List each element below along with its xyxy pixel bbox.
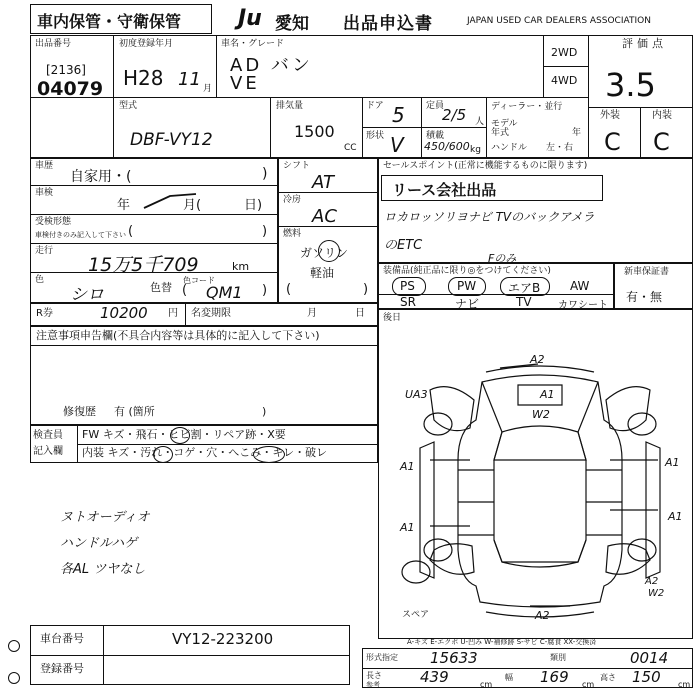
inspection-strike bbox=[140, 190, 200, 212]
mark-top: A2 bbox=[530, 353, 545, 366]
mark-rear-1: A2 bbox=[645, 576, 659, 587]
color-label: 色 bbox=[35, 275, 45, 285]
score-value: 3.5 bbox=[605, 66, 656, 104]
type-label: 型式 bbox=[119, 101, 138, 111]
acceptance-close: ) bbox=[262, 224, 268, 239]
model-year-label: モデル bbox=[491, 119, 518, 129]
color-code-open: ( bbox=[182, 283, 188, 298]
chassis-label: 車台番号 bbox=[40, 632, 84, 645]
ext-label: 外装 bbox=[600, 110, 620, 121]
year-label: 年式 bbox=[491, 128, 510, 138]
int-label: 内装 bbox=[652, 110, 672, 121]
fuel-gasoline[interactable]: ガソリン bbox=[300, 246, 349, 260]
equip-pw-circle bbox=[448, 277, 486, 296]
inspector-circle-1 bbox=[170, 427, 190, 444]
later-label: 後日 bbox=[383, 313, 402, 323]
fuel-diesel[interactable]: 軽油 bbox=[310, 266, 335, 280]
inspector-circle-2 bbox=[153, 446, 173, 463]
repair-close: ) bbox=[262, 405, 267, 418]
mark-left-2: A1 bbox=[400, 521, 415, 534]
usage-close: ) bbox=[262, 166, 268, 182]
sales-label: セールスポイント(正常に機能するものに限ります) bbox=[383, 161, 588, 171]
recycle-label: R券 bbox=[36, 308, 53, 319]
equip-tv[interactable]: TV bbox=[516, 295, 532, 309]
form-title: 出品申込書 bbox=[343, 14, 433, 34]
color-code: QM1 bbox=[206, 283, 243, 302]
spec-cat-no: 0014 bbox=[630, 649, 669, 667]
spare-label: スペア bbox=[402, 610, 430, 620]
association-en: JAPAN USED CAR DEALERS ASSOCIATION bbox=[467, 16, 651, 26]
acceptance-open: ( bbox=[128, 224, 134, 239]
type-value: DBF-VY12 bbox=[130, 130, 213, 150]
equip-navi[interactable]: ナビ bbox=[455, 297, 480, 311]
year-unit: 年 bbox=[572, 128, 582, 138]
notes-label: 注意事項申告欄(不具合内容等は具体的に記入して下さい) bbox=[36, 329, 320, 342]
lot-number: 04079 bbox=[37, 78, 104, 100]
inspector-label-2: 記入欄 bbox=[33, 446, 63, 457]
model-grade: VE bbox=[230, 73, 260, 94]
drive-2wd[interactable]: 2WD bbox=[551, 46, 578, 59]
equipment-label: 装備品(純正品に限り◎をつけてください) bbox=[383, 266, 551, 276]
spec-model-label: 形式指定 bbox=[366, 653, 398, 662]
registration-label: 登録番号 bbox=[40, 662, 84, 675]
equip-airbag-circle bbox=[500, 277, 550, 296]
disp-unit: CC bbox=[344, 143, 357, 153]
shape-value: V bbox=[390, 133, 404, 157]
cap-value: 2/5 bbox=[442, 106, 467, 124]
spec-h-unit: cm bbox=[678, 680, 691, 689]
inspector-circle-3 bbox=[253, 446, 285, 463]
equip-airbag[interactable]: エアB bbox=[508, 281, 541, 295]
color-code-close: ) bbox=[262, 283, 268, 298]
sales-note-2: のETC bbox=[384, 238, 423, 253]
handle-label: ハンドル bbox=[491, 143, 528, 153]
reg-limit-label: 名変期限 bbox=[191, 308, 231, 319]
load-label: 積載 bbox=[426, 131, 445, 141]
color-value: シロ bbox=[70, 285, 104, 305]
load-value: 450/600 bbox=[424, 140, 470, 153]
reg-era-year: H28 bbox=[123, 66, 164, 90]
reg-month-unit: 月 bbox=[203, 84, 213, 94]
cap-unit: 人 bbox=[475, 117, 485, 127]
inspector-row-2: 内装 キズ・汚れ・コゲ・穴・へこみ・キレ・破レ bbox=[82, 446, 328, 459]
aircon-value: AC bbox=[312, 206, 337, 227]
load-unit: kg bbox=[470, 145, 481, 155]
usage-value: 自家用・( bbox=[70, 169, 132, 185]
sales-note-3: Fのみ bbox=[488, 252, 517, 265]
fuel-close: ) bbox=[363, 282, 369, 297]
warranty-value[interactable]: 有・無 bbox=[626, 290, 663, 304]
mileage-label: 走行 bbox=[35, 246, 54, 256]
inspection-label: 車検 bbox=[35, 188, 54, 198]
spec-w-label: 幅 bbox=[505, 673, 513, 682]
reg-limit-month: 月 bbox=[307, 308, 317, 319]
sales-note-1: ロカロッソリヨナビ TVのバックアメラ bbox=[384, 210, 595, 224]
sales-stamp: リース会社出品 bbox=[392, 181, 497, 199]
mileage-value: 15万5千709 bbox=[88, 254, 199, 276]
fuel-label: 燃料 bbox=[283, 229, 302, 239]
drive-4wd[interactable]: 4WD bbox=[551, 74, 578, 87]
cap-label: 定員 bbox=[426, 101, 445, 111]
mark-rear-2: W2 bbox=[648, 588, 665, 599]
acceptance-note: 車検付きのみ記入して下さい bbox=[35, 231, 126, 239]
repair-label: 修復歴 bbox=[63, 405, 96, 418]
mark-ua3: UA3 bbox=[405, 388, 428, 401]
mark-w2: W2 bbox=[532, 408, 550, 421]
equip-leather[interactable]: カワシート bbox=[558, 300, 608, 311]
header-left-title: 車内保管・守衛保管 bbox=[37, 12, 182, 31]
mark-bottom: A2 bbox=[535, 609, 550, 622]
spec-len: 439 bbox=[420, 668, 449, 686]
shift-value: AT bbox=[312, 172, 334, 193]
inspector-label-1: 検査員 bbox=[33, 430, 63, 441]
inspector-row-1: FW キズ・飛石・ヒビ割・リペア跡・X要 bbox=[82, 428, 286, 441]
inspection-month: 月( bbox=[183, 198, 202, 213]
dealer-label: ディーラー・並行 bbox=[491, 102, 563, 112]
disp-label: 排気量 bbox=[276, 101, 304, 111]
lot-label: 出品番号 bbox=[35, 39, 72, 49]
mark-right-1: A1 bbox=[665, 456, 680, 469]
inspector-note-3: 各AL ツヤなし bbox=[60, 562, 146, 577]
recycle-unit: 円 bbox=[168, 308, 178, 319]
spec-cat-label: 類別 bbox=[550, 653, 566, 662]
aircon-label: 冷房 bbox=[283, 195, 302, 205]
disp-value: 1500 bbox=[294, 122, 335, 141]
fuel-open: ( bbox=[286, 282, 292, 297]
damage-legend: A-キズ E-エクボ U-凹み W-補修跡 S-サビ C-腐食 XX-交換済 bbox=[407, 638, 597, 646]
color-change-label: 色替 bbox=[150, 281, 172, 294]
doors-value: 5 bbox=[392, 103, 405, 127]
mark-left-1: A1 bbox=[400, 460, 415, 473]
spec-model-no: 15633 bbox=[430, 649, 478, 667]
equip-pw[interactable]: PW bbox=[457, 279, 477, 293]
model-label: 車名・グレード bbox=[221, 39, 285, 49]
spec-h-label: 高さ bbox=[600, 673, 616, 682]
spec-w: 169 bbox=[540, 668, 569, 686]
inspection-year: 年 bbox=[117, 198, 131, 213]
spec-ref-label: 参考 bbox=[366, 681, 380, 689]
spec-len-label: 長さ bbox=[366, 671, 382, 680]
shape-label: 形状 bbox=[366, 131, 385, 141]
equip-ps-circle bbox=[392, 277, 426, 296]
inspector-note-2: ハンドルハゲ bbox=[60, 536, 138, 551]
handle-options[interactable]: 左・右 bbox=[546, 143, 574, 153]
chassis-value: VY12-223200 bbox=[172, 630, 274, 648]
warranty-label: 新車保証書 bbox=[624, 267, 670, 277]
equip-sr[interactable]: SR bbox=[400, 295, 416, 309]
ju-logo: Ju bbox=[238, 6, 262, 31]
punch-hole-2 bbox=[8, 672, 20, 684]
score-label: 評価点 bbox=[622, 37, 667, 50]
spec-h: 150 bbox=[632, 668, 661, 686]
association-name: 愛知 bbox=[275, 14, 309, 34]
usage-label: 車歴 bbox=[35, 161, 54, 171]
repair-value: 有 (箇所 bbox=[114, 405, 155, 418]
color-code-label: 色コード bbox=[183, 276, 215, 285]
equip-aw[interactable]: AW bbox=[570, 279, 590, 293]
reg-label: 初度登録年月 bbox=[119, 39, 174, 49]
fuel-circle bbox=[318, 240, 340, 262]
acceptance-label: 受検形態 bbox=[35, 217, 72, 227]
lot-code: [2136] bbox=[46, 63, 86, 77]
spec-w-unit: cm bbox=[582, 680, 595, 689]
inspector-note-1: ヌトオーディオ bbox=[60, 510, 150, 525]
ext-score: C bbox=[604, 128, 621, 156]
reg-limit-day: 日 bbox=[355, 308, 365, 319]
mileage-unit: km bbox=[232, 260, 250, 273]
punch-hole-1 bbox=[8, 640, 20, 652]
mark-mid: A1 bbox=[540, 388, 555, 401]
shift-label: シフト bbox=[283, 161, 311, 171]
model-name: AD バン bbox=[230, 55, 313, 76]
equip-ps[interactable]: PS bbox=[400, 279, 415, 293]
recycle-value: 10200 bbox=[100, 304, 148, 322]
reg-month: 11 bbox=[178, 69, 201, 90]
spec-len-unit: cm bbox=[480, 680, 493, 689]
int-score: C bbox=[653, 128, 670, 156]
mark-right-2: A1 bbox=[668, 510, 683, 523]
doors-label: ドア bbox=[366, 101, 384, 111]
inspection-day: 日) bbox=[244, 198, 263, 213]
